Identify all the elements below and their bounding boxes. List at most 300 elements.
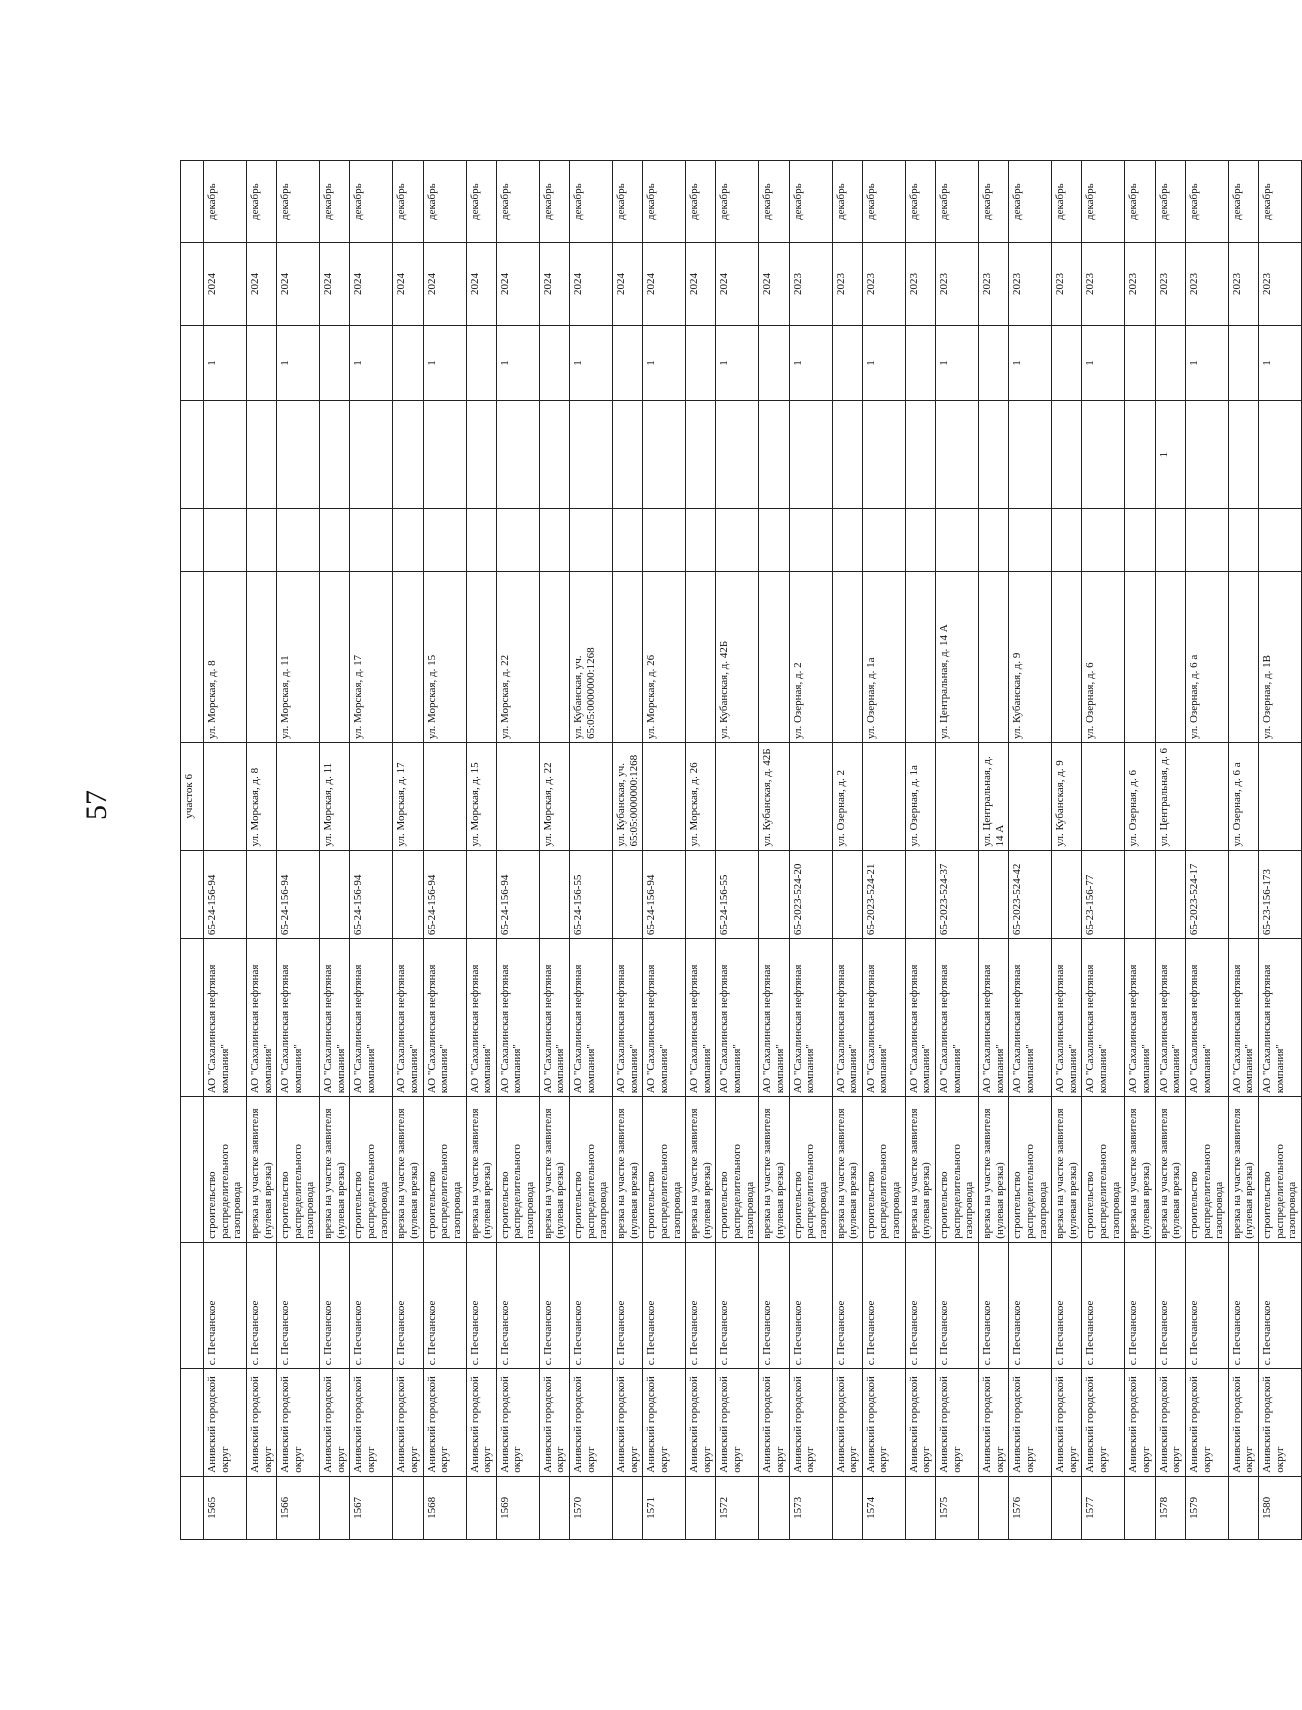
table-header-row [181,161,204,1540]
cell-district: Анивский городской округ [1155,1369,1185,1477]
cell-year: 2024 [204,243,247,325]
cell-district: Анивский городской округ [1125,1369,1155,1477]
cell-work: строительство распределительного газопровода [204,1097,247,1242]
cell-num: 1567 [350,1476,393,1539]
table-row [1082,161,1125,1540]
cell-month: декабрь [496,161,539,243]
table-row [612,161,642,1540]
table-row [862,161,905,1540]
cell-addr-from: ул. Кубанская, д. 9 [1052,743,1082,851]
cell-blank [277,508,320,571]
cell-year: 2023 [1009,243,1052,325]
cell-company: АО "Сахалинская нефтяная компания" [1125,939,1155,1097]
table-row [393,161,423,1540]
cell-locality: с. Песчанское [905,1242,935,1369]
cell-num [1228,1476,1258,1539]
cell-district: Анивский городской округ [1228,1369,1258,1477]
cell-year: 2023 [978,243,1008,325]
cell-addr-from: ул. Морская, д. 22 [539,743,569,851]
cell-locality: с. Песчанское [246,1242,276,1369]
cell-month: декабрь [466,161,496,243]
cell-blank [350,508,393,571]
cell-blank [1125,508,1155,571]
cell-qty [759,325,789,401]
cell-mark [936,401,979,509]
cell-company: АО "Сахалинская нефтяная компания" [277,939,320,1097]
cell-locality: с. Песчанское [466,1242,496,1369]
cell-district: Анивский городской округ [978,1369,1008,1477]
cell-blank [789,508,832,571]
cell-company: АО "Сахалинская нефтяная компания" [466,939,496,1097]
cell-locality: с. Песчанское [1259,1242,1302,1369]
cell-company: АО "Сахалинская нефтяная компания" [393,939,423,1097]
cell-month: декабрь [789,161,832,243]
cell-blank [686,508,716,571]
cell-mark [246,401,276,509]
cell-year: 2024 [643,243,686,325]
cell-company: АО "Сахалинская нефтяная компания" [1228,939,1258,1097]
cell-year: 2023 [1259,243,1302,325]
cell-addr-to [1125,572,1155,743]
cell-blank [978,508,1008,571]
cell-mark [204,401,247,509]
table-body [204,161,1302,1540]
cell-month: декабрь [832,161,862,243]
cell-addr-from [1259,743,1302,851]
cell-blank [393,508,423,571]
cell-qty [1228,325,1258,401]
cell-addr-to [978,572,1008,743]
cell-district: Анивский городской округ [1259,1369,1302,1477]
cell-qty [1052,325,1082,401]
cell-addr-from [1185,743,1228,851]
cell-qty: 1 [1259,325,1302,401]
cell-addr-to: ул. Морская, д. 22 [496,572,539,743]
cell-qty: 1 [716,325,759,401]
cell-addr-to [759,572,789,743]
cell-addr-from [423,743,466,851]
cell-company: АО "Сахалинская нефтяная компания" [350,939,393,1097]
cell-company: АО "Сахалинская нефтяная компания" [1082,939,1125,1097]
cell-num: 1565 [204,1476,247,1539]
cell-district: Анивский городской округ [716,1369,759,1477]
cell-addr-from: ул. Морская, д. 17 [393,743,423,851]
cell-mark [539,401,569,509]
cell-district: Анивский городской округ [393,1369,423,1477]
cell-year: 2024 [246,243,276,325]
cell-year: 2024 [393,243,423,325]
cell-locality: с. Песчанское [936,1242,979,1369]
cell-code [1125,850,1155,939]
table-row [643,161,686,1540]
cell-code: 65-23-156-77 [1082,850,1125,939]
cell-qty: 1 [350,325,393,401]
cell-addr-to: ул. Озерная, д. 6 [1082,572,1125,743]
cell-year: 2023 [1228,243,1258,325]
cell-qty [393,325,423,401]
cell-qty [1155,325,1185,401]
cell-code: 65-2023-524-17 [1185,850,1228,939]
cell-district: Анивский городской округ [686,1369,716,1477]
cell-district: Анивский городской округ [1185,1369,1228,1477]
cell-year: 2023 [1155,243,1185,325]
cell-num: 1572 [716,1476,759,1539]
cell-locality: с. Песчанское [612,1242,642,1369]
cell-company: АО "Сахалинская нефтяная компания" [643,939,686,1097]
cell-qty: 1 [643,325,686,401]
cell-addr-to: ул. Морская, д. 11 [277,572,320,743]
cell-addr-to: ул. Кубанская, д. 42Б [716,572,759,743]
cell-work: строительство распределительного газопровода [570,1097,613,1242]
cell-month: декабрь [1259,161,1302,243]
cell-qty: 1 [789,325,832,401]
cell-company: АО "Сахалинская нефтяная компания" [1185,939,1228,1097]
cell-locality: с. Песчанское [862,1242,905,1369]
cell-mark [350,401,393,509]
cell-year: 2024 [686,243,716,325]
cell-blank [466,508,496,571]
cell-district: Анивский городской округ [1009,1369,1052,1477]
cell-month: декабрь [978,161,1008,243]
cell-qty [1125,325,1155,401]
cell-month: декабрь [393,161,423,243]
cell-mark [832,401,862,509]
cell-company: АО "Сахалинская нефтяная компания" [570,939,613,1097]
cell-blank [862,508,905,571]
cell-num: 1570 [570,1476,613,1539]
cell-num: 1577 [1082,1476,1125,1539]
table-row [789,161,832,1540]
cell-mark [789,401,832,509]
cell-work: строительство распределительного газопровода [643,1097,686,1242]
cell-addr-to [612,572,642,743]
cell-addr-from [643,743,686,851]
cell-district: Анивский городской округ [905,1369,935,1477]
cell-year: 2024 [320,243,350,325]
cell-num: 1576 [1009,1476,1052,1539]
table-row [570,161,613,1540]
cell-locality: с. Песчанское [716,1242,759,1369]
cell-year: 2024 [716,243,759,325]
cell-code: 65-2023-524-37 [936,850,979,939]
table-row [832,161,862,1540]
cell-year: 2023 [1082,243,1125,325]
cell-addr-from [789,743,832,851]
cell-work: врезка на участке заявителя (нулевая врезка) [612,1097,642,1242]
cell-addr-from: ул. Озерная, д. 6 [1125,743,1155,851]
cell-year: 2024 [612,243,642,325]
cell-num [978,1476,1008,1539]
cell-company: АО "Сахалинская нефтяная компания" [862,939,905,1097]
cell-year: 2024 [423,243,466,325]
cell-locality: с. Песчанское [570,1242,613,1369]
cell-blank [496,508,539,571]
cell-addr-from: ул. Центральная, д. 14 А [978,743,1008,851]
cell-work: врезка на участке заявителя (нулевая врезка) [1052,1097,1082,1242]
cell-blank [423,508,466,571]
cell-addr-to: ул. Кубанская, д. 9 [1009,572,1052,743]
cell-blank [1228,508,1258,571]
cell-addr-from: ул. Центральная, д. 6 [1155,743,1185,851]
cell-code: 65-24-156-94 [350,850,393,939]
cell-addr-from [862,743,905,851]
cell-num: 1578 [1155,1476,1185,1539]
cell-code: 65-24-156-94 [204,850,247,939]
cell-num [393,1476,423,1539]
cell-mark [686,401,716,509]
cell-work: строительство распределительного газопровода [789,1097,832,1242]
cell-addr-from [1082,743,1125,851]
cell-locality: с. Песчанское [832,1242,862,1369]
cell-addr-from: ул. Морская, д. 26 [686,743,716,851]
cell-qty: 1 [862,325,905,401]
cell-addr-from: ул. Кубанская, д. 42Б [759,743,789,851]
cell-district: Анивский городской округ [759,1369,789,1477]
cell-month: декабрь [350,161,393,243]
cell-blank [905,508,935,571]
cell-addr-from [716,743,759,851]
cell-code: 65-2023-524-21 [862,850,905,939]
cell-qty: 1 [570,325,613,401]
cell-qty: 1 [496,325,539,401]
cell-year: 2024 [466,243,496,325]
cell-district: Анивский городской округ [570,1369,613,1477]
cell-year: 2024 [759,243,789,325]
table-row [1259,161,1302,1540]
cell-addr-from [1009,743,1052,851]
cell-year: 2023 [1185,243,1228,325]
cell-num: 1569 [496,1476,539,1539]
cell-qty: 1 [204,325,247,401]
cell-district: Анивский городской округ [496,1369,539,1477]
cell-month: декабрь [686,161,716,243]
cell-district: Анивский городской округ [277,1369,320,1477]
cell-work: врезка на участке заявителя (нулевая врезка) [393,1097,423,1242]
gasification-table-container [180,160,1299,1540]
cell-company: АО "Сахалинская нефтяная компания" [496,939,539,1097]
table-row [905,161,935,1540]
cell-addr-to: ул. Морская, д. 26 [643,572,686,743]
cell-mark [612,401,642,509]
cell-work: строительство распределительного газопровода [936,1097,979,1242]
cell-month: декабрь [1082,161,1125,243]
cell-work: строительство распределительного газопровода [496,1097,539,1242]
cell-addr-to: ул. Озерная, д. 2 [789,572,832,743]
cell-month: декабрь [539,161,569,243]
cell-code: 65-2023-524-20 [789,850,832,939]
table-row [978,161,1008,1540]
cell-qty [686,325,716,401]
cell-addr-to: ул. Морская, д. 15 [423,572,466,743]
cell-district: Анивский городской округ [789,1369,832,1477]
cell-work: врезка на участке заявителя (нулевая врезка) [539,1097,569,1242]
cell-work: врезка на участке заявителя (нулевая врезка) [466,1097,496,1242]
cell-mark [393,401,423,509]
cell-work: врезка на участке заявителя (нулевая врезка) [832,1097,862,1242]
cell-work: врезка на участке заявителя (нулевая врезка) [686,1097,716,1242]
cell-num [320,1476,350,1539]
table-row [759,161,789,1540]
cell-district: Анивский городской округ [1082,1369,1125,1477]
cell-district: Анивский городской округ [1052,1369,1082,1477]
table-row [350,161,393,1540]
cell-addr-to [832,572,862,743]
cell-addr-from: ул. Озерная, д. 1а [905,743,935,851]
cell-locality: с. Песчанское [423,1242,466,1369]
table-row [277,161,320,1540]
cell-company: АО "Сахалинская нефтяная компания" [612,939,642,1097]
cell-month: декабрь [759,161,789,243]
cell-district: Анивский городской округ [246,1369,276,1477]
cell-month: декабрь [612,161,642,243]
cell-addr-to [393,572,423,743]
cell-addr-from: ул. Морская, д. 11 [320,743,350,851]
cell-company: АО "Сахалинская нефтяная компания" [978,939,1008,1097]
cell-year: 2023 [789,243,832,325]
cell-month: декабрь [905,161,935,243]
cell-month: декабрь [862,161,905,243]
cell-company: АО "Сахалинская нефтяная компания" [1052,939,1082,1097]
table-row [204,161,247,1540]
cell-year: 2023 [936,243,979,325]
cell-mark [1259,401,1302,509]
cell-month: декабрь [277,161,320,243]
cell-addr-from: ул. Озерная, д. 6 а [1228,743,1258,851]
cell-company: АО "Сахалинская нефтяная компания" [1009,939,1052,1097]
cell-company: АО "Сахалинская нефтяная компания" [759,939,789,1097]
cell-num [759,1476,789,1539]
cell-locality: с. Песчанское [686,1242,716,1369]
cell-company: АО "Сахалинская нефтяная компания" [423,939,466,1097]
table-row [1155,161,1185,1540]
cell-work: врезка на участке заявителя (нулевая врезка) [320,1097,350,1242]
cell-locality: с. Песчанское [204,1242,247,1369]
cell-work: строительство распределительного газопровода [1009,1097,1052,1242]
cell-company: АО "Сахалинская нефтяная компания" [1155,939,1185,1097]
cell-mark [1052,401,1082,509]
cell-num [466,1476,496,1539]
table-row [1052,161,1082,1540]
cell-work: врезка на участке заявителя (нулевая врезка) [246,1097,276,1242]
table-row [423,161,466,1540]
cell-company: АО "Сахалинская нефтяная компания" [686,939,716,1097]
cell-locality: с. Песчанское [539,1242,569,1369]
table-row [1009,161,1052,1540]
cell-addr-to: ул. Морская, д. 8 [204,572,247,743]
cell-locality: с. Песчанское [350,1242,393,1369]
cell-district: Анивский городской округ [936,1369,979,1477]
cell-locality: с. Песчанское [496,1242,539,1369]
cell-district: Анивский городской округ [612,1369,642,1477]
cell-work: строительство распределительного газопровода [716,1097,759,1242]
cell-num: 1580 [1259,1476,1302,1539]
cell-year: 2024 [277,243,320,325]
cell-code [1155,850,1185,939]
cell-num [1125,1476,1155,1539]
cell-mark [1228,401,1258,509]
cell-code: 65-24-156-94 [423,850,466,939]
cell-blank [716,508,759,571]
cell-district: Анивский городской округ [204,1369,247,1477]
cell-code [393,850,423,939]
cell-addr-to: ул. Озерная, д. 6 а [1185,572,1228,743]
cell-addr-to [686,572,716,743]
cell-num: 1573 [789,1476,832,1539]
cell-mark [1185,401,1228,509]
cell-addr-to [1052,572,1082,743]
cell-addr-to [466,572,496,743]
cell-locality: с. Песчанское [759,1242,789,1369]
cell-code: 65-24-156-55 [716,850,759,939]
cell-year: 2023 [1052,243,1082,325]
cell-qty [832,325,862,401]
cell-district: Анивский городской округ [466,1369,496,1477]
cell-num: 1574 [862,1476,905,1539]
cell-blank [320,508,350,571]
cell-mark [905,401,935,509]
cell-district: Анивский городской округ [539,1369,569,1477]
cell-blank [832,508,862,571]
cell-addr-to [246,572,276,743]
cell-addr-to: ул. Морская, д. 17 [350,572,393,743]
cell-company: АО "Сахалинская нефтяная компания" [1259,939,1302,1097]
cell-month: декабрь [936,161,979,243]
cell-code: 65-24-156-94 [643,850,686,939]
table-row [686,161,716,1540]
cell-num [1052,1476,1082,1539]
cell-month: декабрь [423,161,466,243]
cell-num [686,1476,716,1539]
cell-locality: с. Песчанское [393,1242,423,1369]
cell-month: декабрь [320,161,350,243]
cell-code [246,850,276,939]
cell-qty: 1 [1185,325,1228,401]
cell-work: строительство распределительного газопровода [1259,1097,1302,1242]
cell-work: врезка на участке заявителя (нулевая врезка) [759,1097,789,1242]
cell-company: АО "Сахалинская нефтяная компания" [539,939,569,1097]
cell-work: врезка на участке заявителя (нулевая врезка) [1228,1097,1258,1242]
cell-work: строительство распределительного газопровода [277,1097,320,1242]
cell-locality: с. Песчанское [978,1242,1008,1369]
cell-mark [716,401,759,509]
cell-month: декабрь [1185,161,1228,243]
cell-month: декабрь [1125,161,1155,243]
cell-addr-from: ул. Озерная, д. 2 [832,743,862,851]
cell-num: 1571 [643,1476,686,1539]
cell-company: АО "Сахалинская нефтяная компания" [320,939,350,1097]
cell-year: 2023 [1125,243,1155,325]
cell-num [539,1476,569,1539]
cell-addr-to: ул. Озерная, д. 1а [862,572,905,743]
cell-qty [612,325,642,401]
cell-qty: 1 [936,325,979,401]
cell-code [759,850,789,939]
cell-work: врезка на участке заявителя (нулевая врезка) [978,1097,1008,1242]
cell-code: 65-24-156-94 [277,850,320,939]
cell-district: Анивский городской округ [643,1369,686,1477]
cell-qty [539,325,569,401]
cell-addr-to: ул. Кубанская, уч. 65:05:0000000:1268 [570,572,613,743]
cell-work: строительство распределительного газопровода [350,1097,393,1242]
cell-addr-from: ул. Морская, д. 8 [246,743,276,851]
cell-mark [862,401,905,509]
cell-district: Анивский городской округ [423,1369,466,1477]
cell-addr-from: ул. Кубанская, уч. 65:05:0000000:1268 [612,743,642,851]
cell-mark [320,401,350,509]
cell-addr-to [320,572,350,743]
cell-code [905,850,935,939]
cell-work: врезка на участке заявителя (нулевая врезка) [905,1097,935,1242]
